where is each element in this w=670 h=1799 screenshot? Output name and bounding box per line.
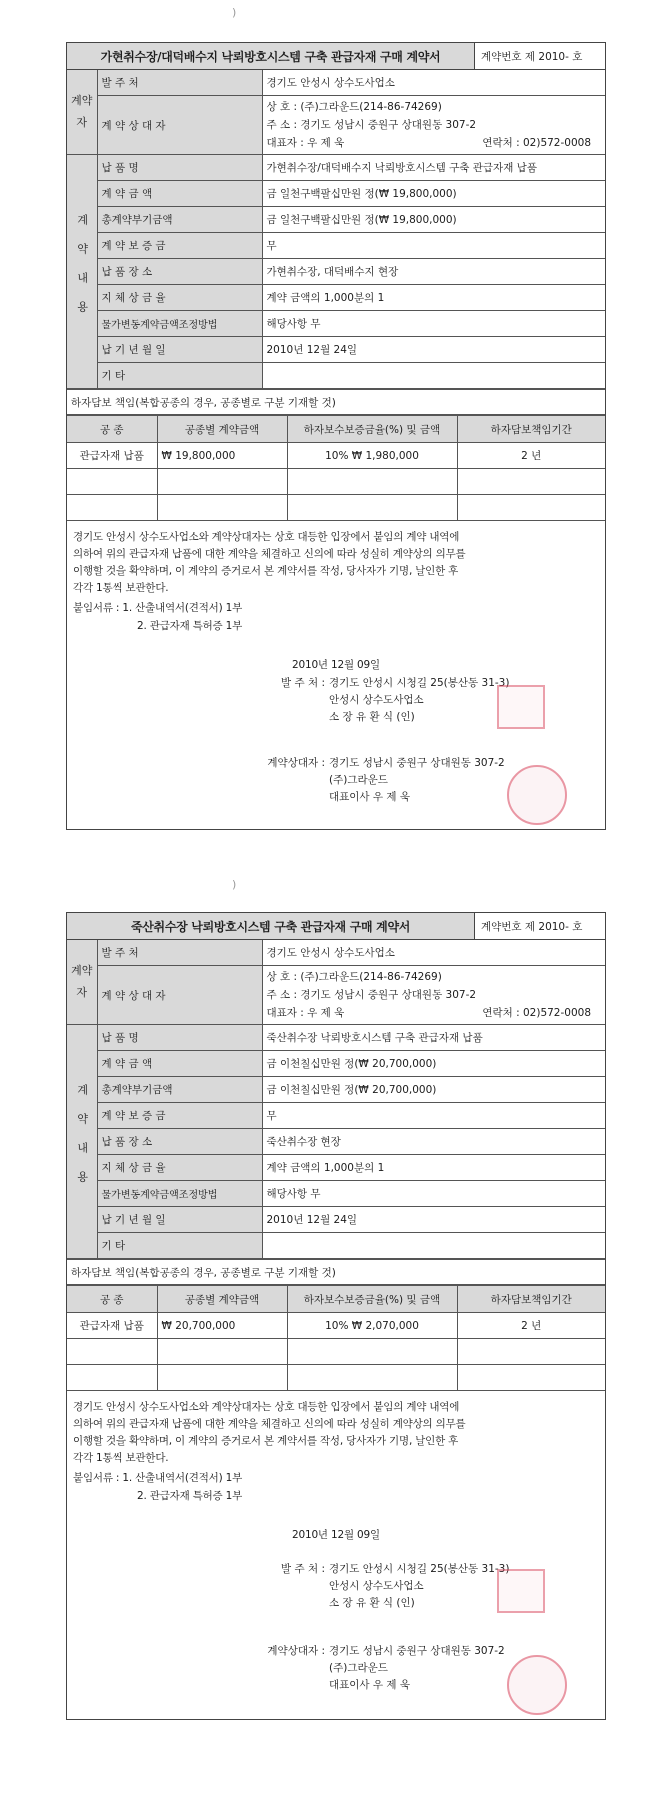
deposit-value: 무	[262, 233, 605, 259]
label-deposit: 계 약 보 증 금	[97, 1103, 262, 1129]
warranty-header: 하자보수보증금율(%) 및 금액	[287, 416, 457, 443]
warranty-header: 공 종	[67, 416, 157, 443]
label-place: 납 품 장 소	[97, 1129, 262, 1155]
label-place: 납 품 장 소	[97, 259, 262, 285]
warranty-cell: 10% ₩ 1,980,000	[287, 443, 457, 469]
sig-orderer-key: 발 주 처 :	[281, 677, 325, 689]
sig-orderer-line: 경기도 안성시 시청길 25(봉산동 31-3)	[329, 1563, 510, 1575]
label-deposit: 계 약 보 증 금	[97, 233, 262, 259]
counterparty-name: 상 호 : (주)그라운드(214-86-74269)	[266, 971, 442, 983]
company-seal-icon	[507, 765, 567, 825]
warranty-header: 하자담보책임기간	[457, 416, 605, 443]
label-item: 납 품 명	[97, 1025, 262, 1051]
due-date-value: 2010년 12월 24일	[262, 1207, 605, 1233]
sig-counter-key: 계약상대자 :	[267, 1645, 325, 1657]
place-value: 가현취수장, 대덕배수지 현장	[262, 259, 605, 285]
sig-orderer-line: 경기도 안성시 시청길 25(봉산동 31-3)	[329, 677, 510, 689]
warranty-empty	[457, 495, 605, 521]
warranty-cell: 2 년	[457, 443, 605, 469]
counterparty-address: 주 소 : 경기도 성남시 중원구 상대원동 307-2	[266, 989, 477, 1001]
contract-page-2	[66, 912, 606, 1720]
item-value: 죽산취수장 낙뢰방호시스템 구축 관급자재 납품	[262, 1025, 605, 1051]
counterparty-signature	[257, 755, 505, 806]
deposit-value: 무	[262, 1103, 605, 1129]
contract-table	[67, 940, 605, 1259]
official-seal-icon	[497, 1569, 545, 1613]
warranty-empty	[67, 1365, 157, 1391]
group-party: 계약자	[67, 940, 97, 1025]
counterparty-signature	[257, 1643, 505, 1694]
warranty-empty	[157, 495, 287, 521]
label-penalty: 지 체 상 금 율	[97, 285, 262, 311]
label-due-date: 납 기 년 월 일	[97, 337, 262, 363]
label-total: 총계약부기금액	[97, 1077, 262, 1103]
counterparty-phone: 연락처 : 02)572-0008	[482, 137, 591, 149]
total-value: 금 일천구백팔십만원 정(₩ 19,800,000)	[262, 207, 605, 233]
warranty-cell: 10% ₩ 2,070,000	[287, 1313, 457, 1339]
warranty-empty	[287, 469, 457, 495]
official-seal-icon	[497, 685, 545, 729]
body-line: 이행할 것을 확약하며, 이 계약의 증거로서 본 계약서를 작성, 당사자가 기명, 날인한 후	[73, 1435, 459, 1447]
label-etc: 기 타	[97, 363, 262, 389]
body-line: 각각 1통씩 보관한다.	[73, 1452, 169, 1464]
sig-orderer-line: 안성시 상수도사업소	[329, 1580, 424, 1592]
group-content: 계약내용	[67, 155, 97, 389]
label-amount: 계 약 금 액	[97, 181, 262, 207]
amount-value: 금 일천구백팔십만원 정(₩ 19,800,000)	[262, 181, 605, 207]
contract-title: 가현취수장/대덕배수지 낙뢰방호시스템 구축 관급자재 구매 계약서	[67, 43, 475, 69]
scan-mark: )	[232, 878, 237, 891]
warranty-table	[67, 1285, 605, 1391]
contract-number: 계약번호 제 2010- 호	[481, 920, 583, 933]
etc-value	[262, 363, 605, 389]
contract-date: 2010년 12월 09일	[292, 1529, 380, 1541]
warranty-cell: ₩ 19,800,000	[157, 443, 287, 469]
place-value: 죽산취수장 현장	[262, 1129, 605, 1155]
orderer-value: 경기도 안성시 상수도사업소	[262, 940, 605, 966]
group-content: 계약내용	[67, 1025, 97, 1259]
attachment-1: 붙임서류 : 1. 산출내역서(견적서) 1부	[73, 602, 243, 614]
group-party: 계약자	[67, 70, 97, 155]
attachment-2: 2. 관급자재 특허증 1부	[137, 1490, 243, 1502]
warranty-title: 하자담보 책임(복합공종의 경우, 공종별로 구분 기재할 것)	[67, 389, 605, 415]
label-price-adjust: 물가변동계약금액조정방법	[97, 1181, 262, 1207]
warranty-header: 하자담보책임기간	[457, 1286, 605, 1313]
attachments	[73, 599, 599, 635]
label-orderer: 발 주 처	[97, 940, 262, 966]
attachments	[73, 1469, 599, 1505]
label-due-date: 납 기 년 월 일	[97, 1207, 262, 1233]
etc-value	[262, 1233, 605, 1259]
warranty-table	[67, 415, 605, 521]
counterparty-value	[262, 966, 605, 1025]
orderer-signature	[257, 1561, 509, 1612]
attachment-2: 2. 관급자재 특허증 1부	[137, 620, 243, 632]
sig-orderer-key: 발 주 처 :	[281, 1563, 325, 1575]
body-line: 이행할 것을 확약하며, 이 계약의 증거로서 본 계약서를 작성, 당사자가 기명, 날인한 후	[73, 565, 459, 577]
sig-counter-line: (주)그라운드	[329, 774, 388, 786]
counterparty-value	[262, 96, 605, 155]
sig-counter-line: (주)그라운드	[329, 1662, 388, 1674]
label-item: 납 품 명	[97, 155, 262, 181]
orderer-value: 경기도 안성시 상수도사업소	[262, 70, 605, 96]
warranty-header: 공 종	[67, 1286, 157, 1313]
item-value: 가현취수장/대덕배수지 낙뢰방호시스템 구축 관급자재 납품	[262, 155, 605, 181]
warranty-empty	[457, 469, 605, 495]
penalty-value: 계약 금액의 1,000분의 1	[262, 1155, 605, 1181]
due-date-value: 2010년 12월 24일	[262, 337, 605, 363]
body-line: 경기도 안성시 상수도사업소와 계약상대자는 상호 대등한 입장에서 붙임의 계약 내역에	[73, 531, 460, 543]
body-line: 경기도 안성시 상수도사업소와 계약상대자는 상호 대등한 입장에서 붙임의 계약 내역에	[73, 1401, 460, 1413]
label-amount: 계 약 금 액	[97, 1051, 262, 1077]
warranty-empty	[67, 1339, 157, 1365]
counterparty-address: 주 소 : 경기도 성남시 중원구 상대원동 307-2	[266, 119, 477, 131]
total-value: 금 이천칠십만원 정(₩ 20,700,000)	[262, 1077, 605, 1103]
orderer-signature	[257, 675, 509, 726]
contract-body	[67, 1391, 605, 1544]
warranty-empty	[157, 1365, 287, 1391]
warranty-header: 공종별 계약금액	[157, 1286, 287, 1313]
sig-counter-line: 경기도 성남시 중원구 상대원동 307-2	[329, 1645, 505, 1657]
sig-counter-line: 대표이사 우 제 욱	[329, 1679, 411, 1691]
warranty-cell: 관급자재 납품	[67, 1313, 157, 1339]
label-orderer: 발 주 처	[97, 70, 262, 96]
company-seal-icon	[507, 1655, 567, 1715]
contract-date: 2010년 12월 09일	[292, 659, 380, 671]
price-adjust-value: 해당사항 무	[262, 1181, 605, 1207]
counterparty-rep: 대표자 : 우 제 욱	[266, 137, 345, 149]
warranty-cell: 2 년	[457, 1313, 605, 1339]
warranty-empty	[157, 1339, 287, 1365]
warranty-header: 하자보수보증금율(%) 및 금액	[287, 1286, 457, 1313]
sig-counter-line: 경기도 성남시 중원구 상대원동 307-2	[329, 757, 505, 769]
warranty-title: 하자담보 책임(복합공종의 경우, 공종별로 구분 기재할 것)	[67, 1259, 605, 1285]
sig-orderer-line: 소 장 유 환 식 (인)	[329, 711, 415, 723]
warranty-cell: 관급자재 납품	[67, 443, 157, 469]
penalty-value: 계약 금액의 1,000분의 1	[262, 285, 605, 311]
warranty-empty	[67, 495, 157, 521]
counterparty-phone: 연락처 : 02)572-0008	[482, 1007, 591, 1019]
attachment-1: 붙임서류 : 1. 산출내역서(견적서) 1부	[73, 1472, 243, 1484]
scan-mark: )	[232, 6, 237, 19]
label-etc: 기 타	[97, 1233, 262, 1259]
warranty-empty	[157, 469, 287, 495]
label-counterparty: 계 약 상 대 자	[97, 96, 262, 155]
title-bar	[67, 913, 605, 940]
counterparty-rep: 대표자 : 우 제 욱	[266, 1007, 345, 1019]
sig-counter-line: 대표이사 우 제 욱	[329, 791, 411, 803]
price-adjust-value: 해당사항 무	[262, 311, 605, 337]
body-line: 의하여 위의 관급자재 납품에 대한 계약을 체결하고 신의에 따라 성실히 계약상의 의무를	[73, 1418, 466, 1430]
counterparty-name: 상 호 : (주)그라운드(214-86-74269)	[266, 101, 442, 113]
contract-number: 계약번호 제 2010- 호	[481, 50, 583, 63]
amount-value: 금 이천칠십만원 정(₩ 20,700,000)	[262, 1051, 605, 1077]
label-counterparty: 계 약 상 대 자	[97, 966, 262, 1025]
warranty-empty	[287, 1365, 457, 1391]
body-line: 각각 1통씩 보관한다.	[73, 582, 169, 594]
contract-body	[67, 521, 605, 674]
sig-orderer-line: 안성시 상수도사업소	[329, 694, 424, 706]
sig-counter-key: 계약상대자 :	[267, 757, 325, 769]
warranty-header: 공종별 계약금액	[157, 416, 287, 443]
warranty-cell: ₩ 20,700,000	[157, 1313, 287, 1339]
warranty-empty	[457, 1365, 605, 1391]
title-bar	[67, 43, 605, 70]
warranty-empty	[67, 469, 157, 495]
sig-orderer-line: 소 장 유 환 식 (인)	[329, 1597, 415, 1609]
label-penalty: 지 체 상 금 율	[97, 1155, 262, 1181]
label-price-adjust: 물가변동계약금액조정방법	[97, 311, 262, 337]
warranty-empty	[287, 495, 457, 521]
contract-page-1	[66, 42, 606, 830]
contract-table	[67, 70, 605, 389]
warranty-empty	[457, 1339, 605, 1365]
label-total: 총계약부기금액	[97, 207, 262, 233]
body-line: 의하여 위의 관급자재 납품에 대한 계약을 체결하고 신의에 따라 성실히 계약상의 의무를	[73, 548, 466, 560]
warranty-empty	[287, 1339, 457, 1365]
contract-title: 죽산취수장 낙뢰방호시스템 구축 관급자재 구매 계약서	[67, 913, 475, 939]
